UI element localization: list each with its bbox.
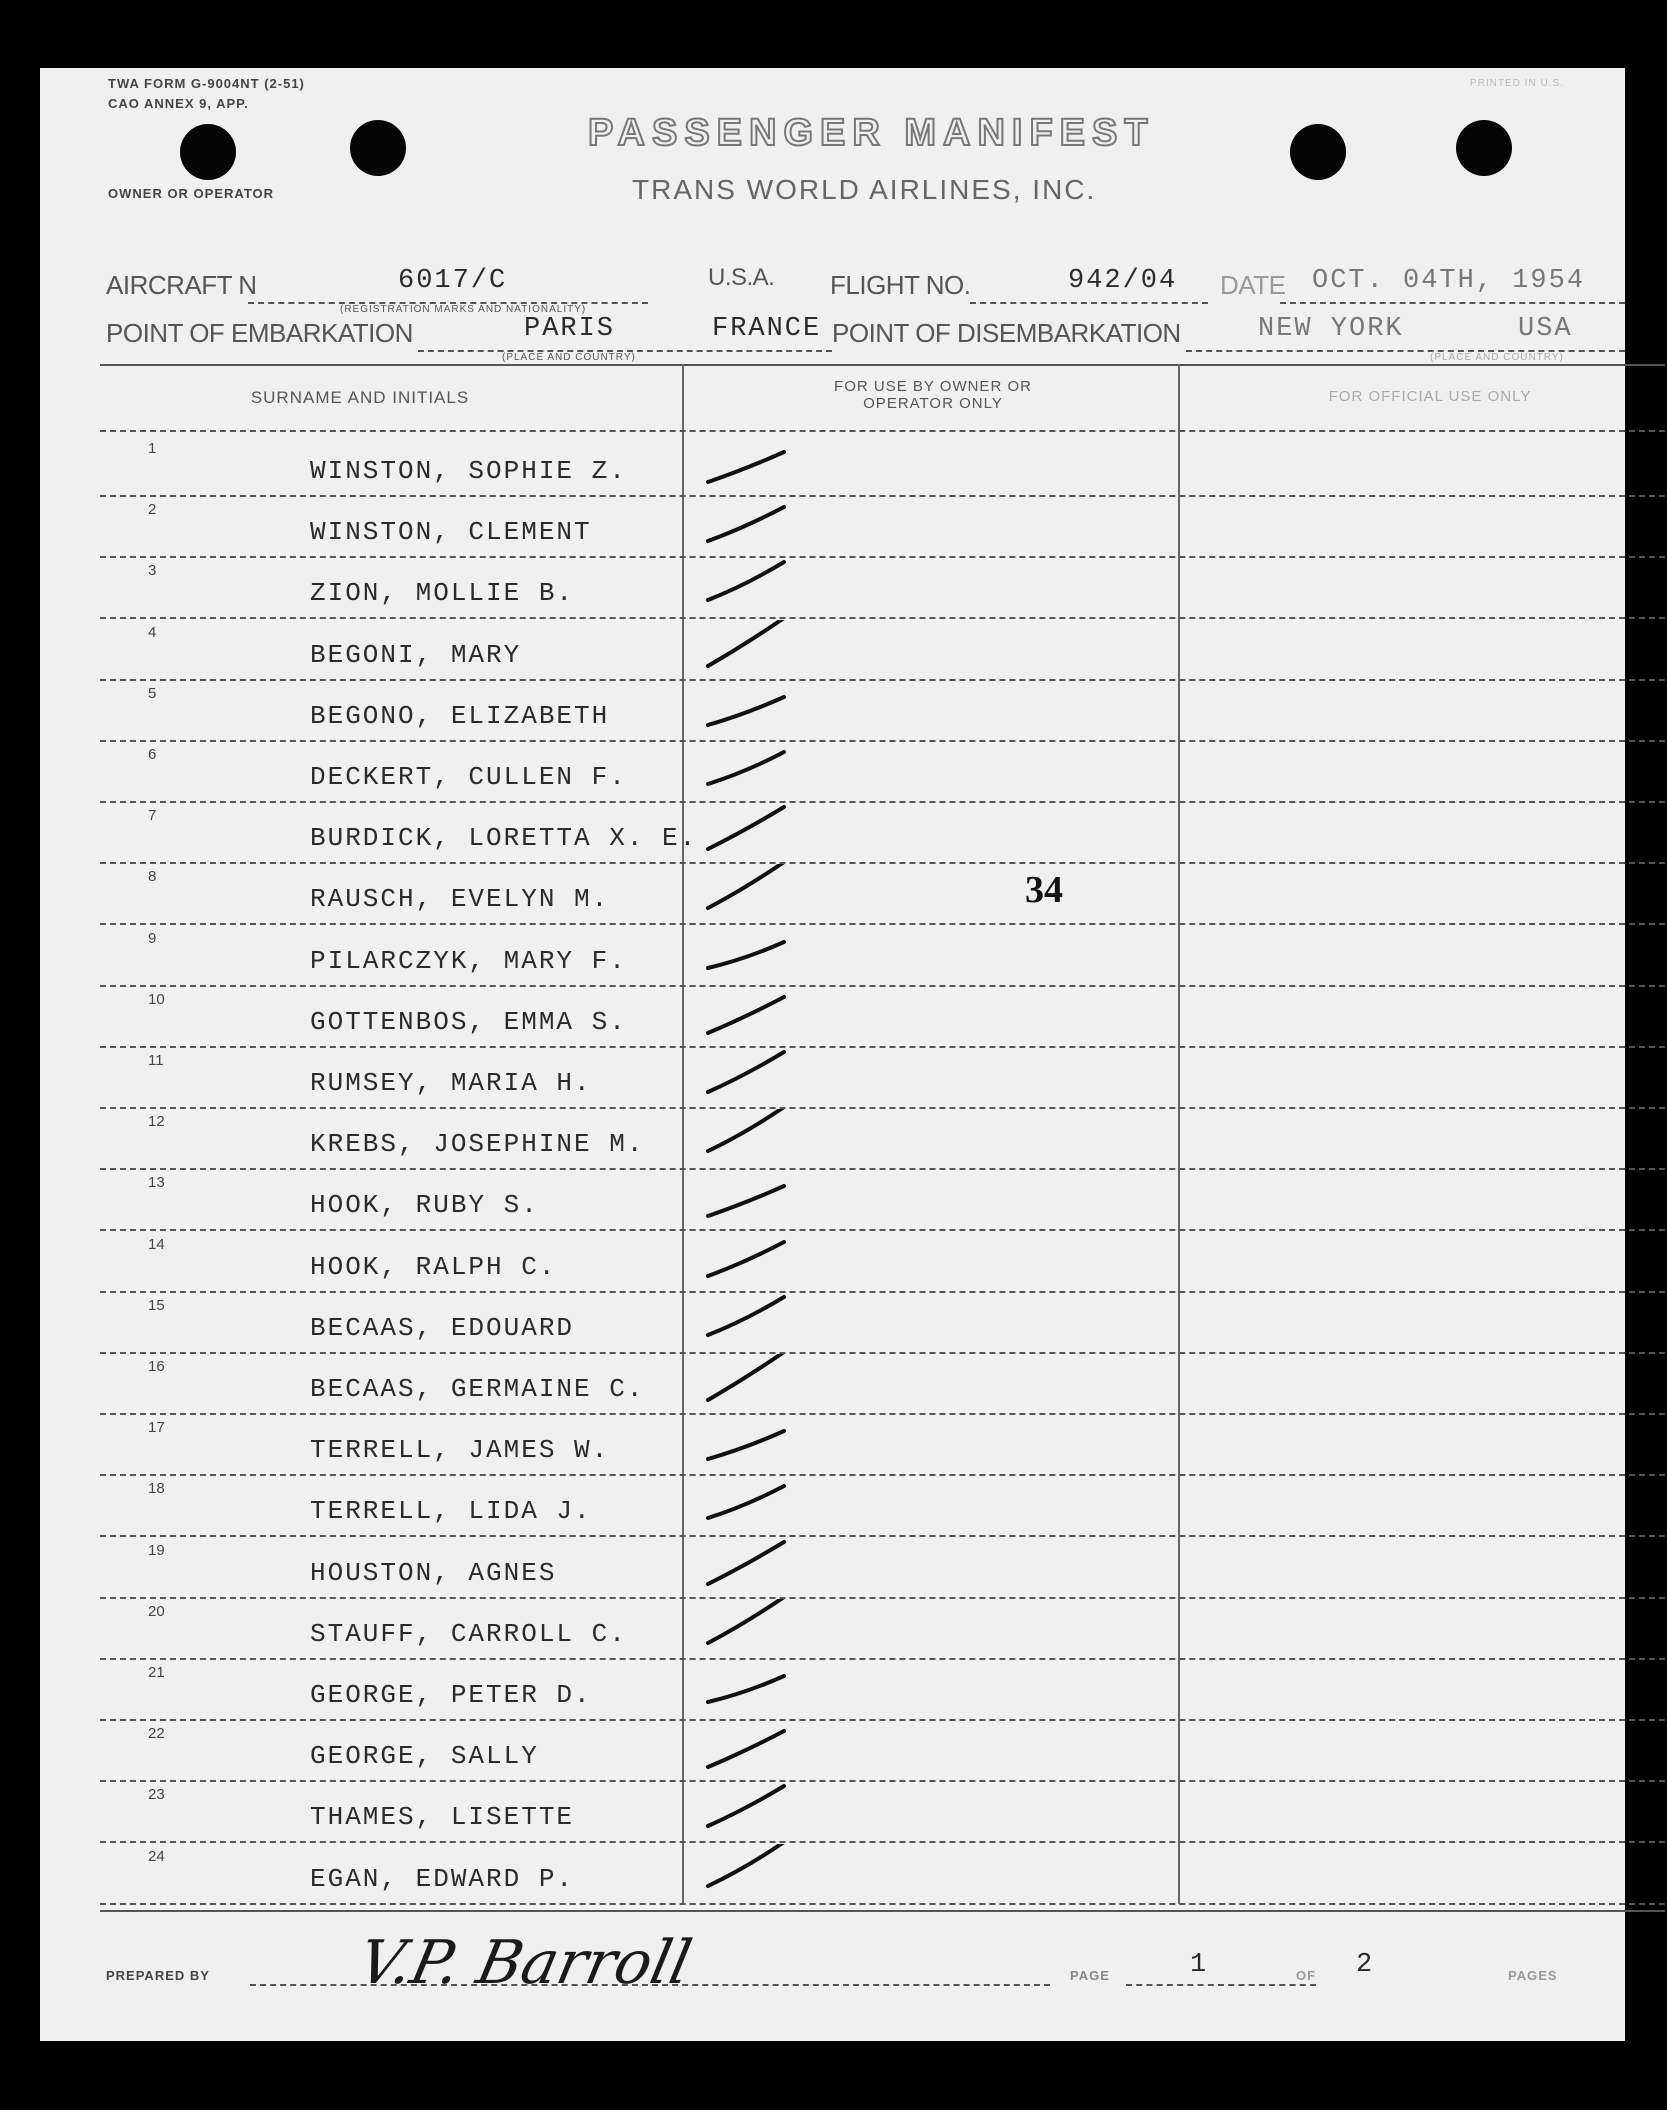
check-mark-icon (706, 1782, 796, 1842)
check-mark-icon (706, 1170, 796, 1230)
embarkation-country: FRANCE (712, 314, 822, 344)
row-number: 19 (148, 1541, 165, 1559)
check-mark-icon (706, 864, 796, 924)
table-top-rule (100, 364, 1665, 366)
passenger-name: THAMES, LISETTE (310, 1802, 575, 1833)
row-number: 2 (148, 501, 157, 519)
passenger-name: HOUSTON, AGNES (310, 1557, 557, 1588)
check-mark-icon (706, 436, 796, 496)
owner-label: OWNER OR OPERATOR (108, 186, 275, 201)
check-mark-icon (706, 1599, 796, 1659)
passenger-name: RAUSCH, EVELYN M. (310, 884, 610, 915)
date-label: DATE (1220, 270, 1286, 300)
check-mark-icon (706, 1232, 796, 1292)
row-number: 8 (148, 868, 157, 886)
table-row (100, 1354, 1660, 1415)
country-code: U.S.A. (708, 264, 775, 291)
passenger-name: TERRELL, JAMES W. (310, 1435, 610, 1466)
passenger-name: BECAAS, GERMAINE C. (310, 1374, 645, 1404)
manifest-title: PASSENGER MANIFEST (588, 112, 1155, 154)
row-number: 4 (148, 623, 157, 641)
column-header-owner-use: FOR USE BY OWNER OR OPERATOR ONLY (834, 378, 1032, 412)
check-mark-icon (706, 1476, 796, 1536)
passenger-name: GEORGE, SALLY (310, 1741, 539, 1772)
embarkation-label: POINT OF EMBARKATION (106, 318, 413, 348)
flight-number-underline (970, 302, 1208, 304)
table-row (100, 1782, 1660, 1843)
check-mark-icon (706, 620, 796, 680)
table-row (100, 1721, 1660, 1782)
embarkation-caption: (PLACE AND COUNTRY) (502, 352, 636, 363)
passenger-name: PILARCZYK, MARY F. (310, 945, 627, 976)
row-number: 16 (148, 1358, 165, 1375)
passenger-name: HOOK, RALPH C. (310, 1251, 557, 1282)
binder-hole-4 (1456, 120, 1512, 176)
of-label: OF (1296, 1968, 1317, 1983)
disembarkation-label: POINT OF DISEMBARKATION (832, 318, 1181, 348)
disembarkation-city: NEW YORK (1258, 314, 1404, 344)
passenger-name: GEORGE, PETER D. (310, 1680, 592, 1710)
passenger-name: STAUFF, CARROLL C. (310, 1618, 627, 1649)
column-header-official-use: FOR OFFICIAL USE ONLY (1328, 388, 1532, 405)
row-number: 1 (148, 440, 157, 457)
table-row (100, 1660, 1660, 1721)
row-number: 7 (148, 807, 157, 825)
table-bottom-rule (100, 1910, 1665, 1912)
passenger-name: TERRELL, LIDA J. (310, 1496, 592, 1527)
row-number: 10 (148, 990, 165, 1008)
preparer-signature: V.P. Barroll (352, 1928, 698, 1998)
binder-hole-1 (180, 124, 236, 180)
table-row (100, 803, 1660, 864)
aircraft-number: 6017/C (398, 266, 508, 296)
airline-name: TRANS WORLD AIRLINES, INC. (632, 174, 1097, 205)
check-mark-icon (706, 926, 796, 986)
binder-hole-2 (350, 120, 406, 176)
table-row (100, 1232, 1660, 1293)
manifest-sheet (40, 68, 1625, 2041)
row-number: 9 (148, 929, 157, 947)
check-mark-icon (706, 1415, 796, 1475)
check-mark-icon (706, 558, 796, 618)
table-row (100, 742, 1660, 803)
row-number: 14 (148, 1235, 165, 1253)
row-number: 3 (148, 562, 157, 580)
check-mark-icon (706, 1844, 796, 1904)
row-number: 5 (148, 684, 157, 702)
passenger-count-annotation: 34 (1025, 869, 1063, 911)
row-number: 22 (148, 1725, 165, 1743)
check-mark-icon (706, 1721, 796, 1781)
check-mark-icon (706, 987, 796, 1047)
disembarkation-country: USA (1518, 314, 1573, 344)
passenger-name: HOOK, RUBY S. (310, 1190, 539, 1221)
row-number: 17 (148, 1419, 165, 1437)
table-row (100, 620, 1660, 681)
row-number: 11 (148, 1052, 164, 1069)
table-row (100, 681, 1660, 742)
check-mark-icon (706, 742, 796, 802)
passenger-name: EGAN, EDWARD P. (310, 1863, 575, 1894)
total-pages: 2 (1356, 1950, 1375, 1980)
table-row (100, 864, 1660, 925)
aircraft-caption: (REGISTRATION MARKS AND NATIONALITY) (340, 304, 587, 315)
table-row (100, 1109, 1660, 1170)
page-label: PAGE (1070, 1968, 1110, 1983)
flight-number-label: FLIGHT NO. (830, 270, 971, 300)
table-row (100, 987, 1660, 1048)
row-number: 24 (148, 1847, 165, 1865)
page-number: 1 (1190, 1950, 1209, 1980)
table-row (100, 1170, 1660, 1231)
form-number: TWA FORM G-9004NT (2-51) (108, 76, 305, 91)
row-number: 21 (148, 1664, 165, 1681)
passenger-name: WINSTON, CLEMENT (310, 517, 592, 548)
flight-date: OCT. 04TH, 1954 (1312, 266, 1586, 296)
check-mark-icon (706, 681, 796, 741)
passenger-name: BEGONO, ELIZABETH (310, 700, 610, 731)
row-number: 15 (148, 1296, 165, 1314)
passenger-name: BECAAS, EDOUARD (310, 1312, 575, 1343)
flight-number: 942/04 (1068, 266, 1178, 296)
table-row (100, 1538, 1660, 1599)
passenger-name: DECKERT, CULLEN F. (310, 762, 627, 792)
annex-reference: CAO ANNEX 9, APP. (108, 96, 249, 111)
check-mark-icon (706, 1660, 796, 1720)
row-number: 6 (148, 746, 157, 763)
row-number: 12 (148, 1113, 165, 1131)
passenger-name: BEGONI, MARY (310, 639, 522, 670)
table-row (100, 1048, 1660, 1109)
row-number: 18 (148, 1480, 165, 1498)
table-row (100, 436, 1660, 497)
table-row (100, 1599, 1660, 1660)
check-mark-icon (706, 1538, 796, 1598)
passenger-name: GOTTENBOS, EMMA S. (310, 1006, 627, 1037)
passenger-name: ZION, MOLLIE B. (310, 578, 575, 609)
row-number: 13 (148, 1174, 165, 1192)
disembarkation-caption: (PLACE AND COUNTRY) (1430, 352, 1564, 363)
table-row (100, 1415, 1660, 1476)
page-underline (1126, 1984, 1316, 1986)
table-row (100, 558, 1660, 619)
row-number: 23 (148, 1786, 165, 1804)
passenger-name: RUMSEY, MARIA H. (310, 1068, 592, 1098)
passenger-name: WINSTON, SOPHIE Z. (310, 456, 627, 486)
table-row (100, 926, 1660, 987)
row-number: 20 (148, 1602, 165, 1620)
check-mark-icon (706, 1354, 796, 1414)
check-mark-icon (706, 1048, 796, 1108)
binder-hole-3 (1290, 124, 1346, 180)
row-rule (100, 1903, 1665, 1905)
check-mark-icon (706, 1109, 796, 1169)
aircraft-label: AIRCRAFT N (106, 270, 257, 300)
passenger-name: BURDICK, LORETTA X. E. (310, 823, 698, 854)
passenger-name: KREBS, JOSEPHINE M. (310, 1129, 645, 1160)
embarkation-city: PARIS (524, 314, 616, 344)
check-mark-icon (706, 803, 796, 863)
date-underline (1280, 302, 1625, 304)
pages-label: PAGES (1508, 1968, 1558, 1983)
table-row (100, 1293, 1660, 1354)
table-row (100, 1476, 1660, 1537)
check-mark-icon (706, 497, 796, 557)
printed-in: PRINTED IN U.S. (1470, 78, 1564, 89)
prepared-by-label: PREPARED BY (106, 1968, 210, 1983)
table-row (100, 497, 1660, 558)
table-row (100, 1844, 1660, 1905)
column-header-surname: SURNAME AND INITIALS (250, 388, 470, 407)
check-mark-icon (706, 1293, 796, 1353)
header-rule (100, 430, 1665, 432)
